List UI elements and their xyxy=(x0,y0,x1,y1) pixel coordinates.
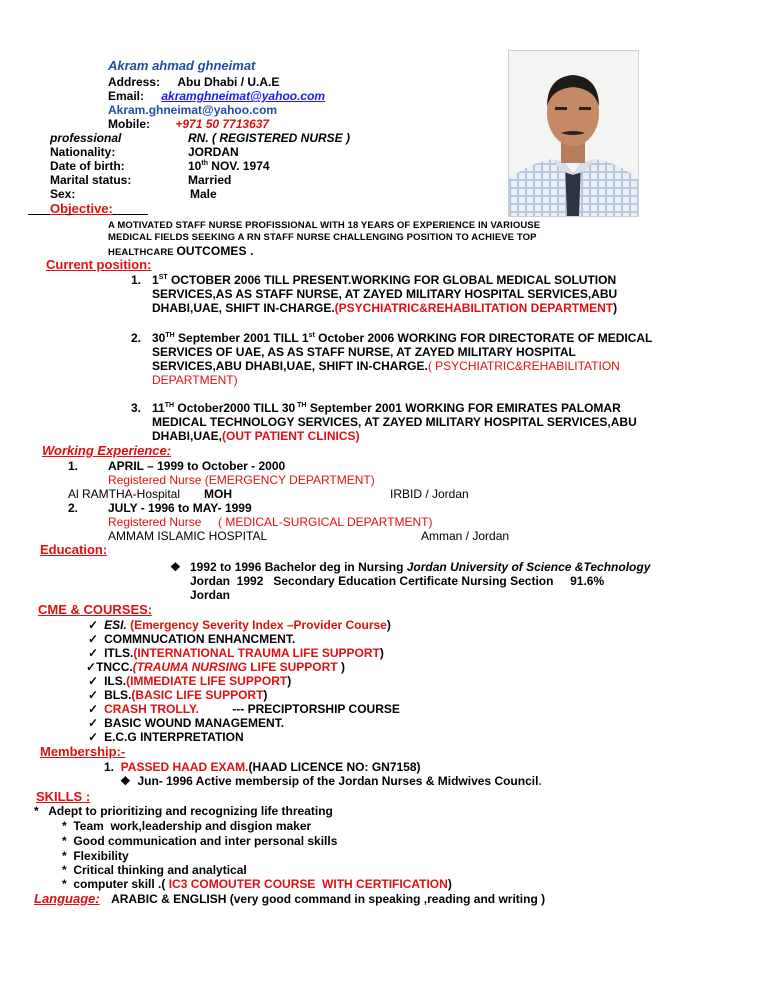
cme-item: ✓ COMMNUCATION ENHANCMENT. xyxy=(88,632,296,646)
cme-item: ✓ ILS.(IMMEDIATE LIFE SUPPORT) xyxy=(88,674,292,688)
current-position-heading: Current position: xyxy=(46,257,152,272)
experience-1-role: Registered Nurse (EMERGENCY DEPARTMENT) xyxy=(108,473,375,487)
membership-heading: Membership:- xyxy=(40,744,126,759)
profession-label: professional xyxy=(50,131,122,145)
checkmark-icon: ✓ xyxy=(88,716,99,730)
checkmark-icon: ✓ xyxy=(88,632,99,646)
nationality-value: JORDAN xyxy=(188,145,239,159)
position-2-num: 2. xyxy=(131,331,142,345)
cme-item: ✓ ITLS.(INTERNATIONAL TRAUMA LIFE SUPPORT) xyxy=(88,646,384,660)
skill-item: * Critical thinking and analytical xyxy=(62,863,247,877)
education-line-1: 1992 to 1996 Bachelor deg in Nursing Jordan University of Science &Technology xyxy=(190,560,651,574)
education-heading: Education: xyxy=(40,542,108,557)
language-heading: Language: xyxy=(34,891,100,906)
working-experience-heading: Working Experience: xyxy=(42,443,172,458)
position-1-line-3: DHABI,UAE, SHIFT IN-CHARGE.(PSYCHIATRIC&REHABILITATION DEPARTMENT) xyxy=(152,301,618,315)
checkmark-icon: ✓ xyxy=(88,646,99,660)
skill-item: * Team work,leadership and disgion maker xyxy=(62,819,312,833)
experience-2-role: Registered Nurse ( MEDICAL-SURGICAL DEPARTMENT) xyxy=(108,515,433,529)
education-line-3: Jordan xyxy=(190,588,231,602)
objective-line-2: MEDICAL FIELDS SEEKING A RN STAFF NURSE CHALLENGING POSITION TO ACHIEVE TOP xyxy=(108,232,537,243)
mobile-label: Mobile: xyxy=(108,117,150,131)
skill-item: * Flexibility xyxy=(62,849,129,863)
checkmark-icon: ✓ xyxy=(88,674,99,688)
address-label: Address: xyxy=(108,75,161,89)
skills-heading: SKILLS : xyxy=(36,789,91,804)
experience-2-dates: JULY - 1996 to MAY- 1999 xyxy=(108,501,252,515)
sex-value: Male xyxy=(190,187,217,201)
experience-1-dates: APRIL – 1999 to October - 2000 xyxy=(108,459,286,473)
position-2-line-3: SERVICES,ABU DHABI,UAE, SHIFT IN-CHARGE.( PSYCHIATRIC&REHABILITATION xyxy=(152,359,620,373)
email-link-1[interactable]: akramghneimat@yahoo.com xyxy=(161,89,326,103)
objective-line-1: A MOTIVATED STAFF NURSE PROFISSIONAL WITH 18 YEARS OF EXPERIENCE IN VARIOUSE xyxy=(108,220,541,231)
dob-label: Date of birth: xyxy=(50,159,125,173)
cme-item: ✓ ESI. (Emergency Severity Index –Provider Course) xyxy=(88,618,391,632)
address-value: Abu Dhabi / U.A.E xyxy=(177,75,280,89)
cme-item: ✓ E.C.G INTERPRETATION xyxy=(88,730,244,744)
email-row xyxy=(108,89,325,103)
candidate-name: Akram ahmad ghneimat xyxy=(108,58,256,73)
position-2-line-4: DEPARTMENT) xyxy=(152,373,238,387)
cme-heading: CME & COURSES: xyxy=(38,602,153,617)
experience-1-org: MOH xyxy=(204,487,232,501)
address-row xyxy=(108,75,279,89)
checkmark-icon: ✓ xyxy=(88,618,99,632)
position-2-line-1: 30TH September 2001 TILL 1st October 2006 WORKING FOR DIRECTORATE OF MEDICAL xyxy=(152,331,653,345)
cme-item: ✓ CRASH TROLLY. --- PRECIPTORSHIP COURSE xyxy=(88,702,400,716)
checkmark-icon: ✓ xyxy=(88,730,99,744)
profile-photo xyxy=(508,50,639,217)
membership-line-2: ❖ Jun- 1996 Active membersip of the Jordan Nurses & Midwives Council. xyxy=(120,774,542,788)
diamond-bullet-icon: ❖ xyxy=(120,774,131,788)
email-label: Email: xyxy=(108,89,145,103)
objective-line-3: HEALTHCARE OUTCOMES . xyxy=(108,244,254,258)
marital-value: Married xyxy=(188,173,232,187)
mobile-row xyxy=(108,117,269,131)
language-text: ARABIC & ENGLISH (very good command in speaking ,reading and writing ) xyxy=(111,892,546,906)
sex-label: Sex: xyxy=(50,187,76,201)
position-3-line-2: MEDICAL TECHNOLOGY SERVICES, AT ZAYED MILITARY HOSPITAL SERVICES,ABU xyxy=(152,415,637,429)
checkmark-icon: ✓ xyxy=(88,702,99,716)
position-3-line-3: DHABI,UAE,(OUT PATIENT CLINICS) xyxy=(152,429,360,443)
experience-2-city: Amman / Jordan xyxy=(421,529,510,543)
experience-2-place: AMMAM ISLAMIC HOSPITAL xyxy=(108,529,268,543)
position-3-num: 3. xyxy=(131,401,142,415)
email-link-2[interactable]: Akram.ghneimat@yahoo.com xyxy=(108,103,278,117)
position-1-num: 1. xyxy=(131,273,142,287)
objective-heading: Objective: xyxy=(50,201,113,216)
cme-item: ✓ BASIC WOUND MANAGEMENT. xyxy=(88,716,285,730)
membership-line-1: 1. PASSED HAAD EXAM.(HAAD LICENCE NO: GN7158) xyxy=(104,760,421,774)
portrait-image xyxy=(509,51,638,216)
experience-1-place: Al RAMTHA-Hospital xyxy=(68,487,181,501)
position-1-line-1: 1ST OCTOBER 2006 TILL PRESENT.WORKING FOR GLOBAL MEDICAL SOLUTION xyxy=(152,273,617,287)
experience-2-num: 2. xyxy=(68,501,79,515)
checkmark-icon: ✓ xyxy=(88,688,99,702)
checkmark-icon: ✓ xyxy=(86,660,97,674)
nationality-label: Nationality: xyxy=(50,145,116,159)
skills-lead: * Adept to prioritizing and recognizing life threating xyxy=(34,804,333,818)
marital-label: Marital status: xyxy=(50,173,132,187)
education-line-2: Jordan 1992 Secondary Education Certificate Nursing Section 91.6% xyxy=(190,574,605,588)
position-3-line-1: 11TH October2000 TILL 30 $^{TH}$ September 2001 WORKING FOR EMIRATES PALOMAR xyxy=(152,401,621,415)
experience-1-num: 1. xyxy=(68,459,79,473)
dob-value: 10th NOV. 1974 xyxy=(188,159,270,173)
skill-item-computer: * computer skill .( IC3 COMOUTER COURSE WITH CERTIFICATION) xyxy=(62,877,452,891)
cme-item: ✓ BLS.(BASIC LIFE SUPPORT) xyxy=(88,688,268,702)
profession-value: RN. ( REGISTERED NURSE ) xyxy=(188,131,351,145)
diamond-bullet-icon: ❖ xyxy=(170,560,181,574)
language-row xyxy=(34,892,545,906)
skill-item: * Good communication and inter personal skills xyxy=(62,834,338,848)
position-2-line-2: SERVICES OF UAE, AS AS STAFF NURSE, AT ZAYED MILITARY HOSPITAL xyxy=(152,345,576,359)
cme-item: ✓TNCC.(TRAUMA NURSING LIFE SUPPORT ) xyxy=(86,660,345,674)
experience-1-city: IRBID / Jordan xyxy=(390,487,469,501)
position-1-line-2: SERVICES,AS AS STAFF NURSE, AT ZAYED MILITARY HOSPITAL SERVICES,ABU xyxy=(152,287,618,301)
mobile-value: +971 50 7713637 xyxy=(175,117,270,131)
